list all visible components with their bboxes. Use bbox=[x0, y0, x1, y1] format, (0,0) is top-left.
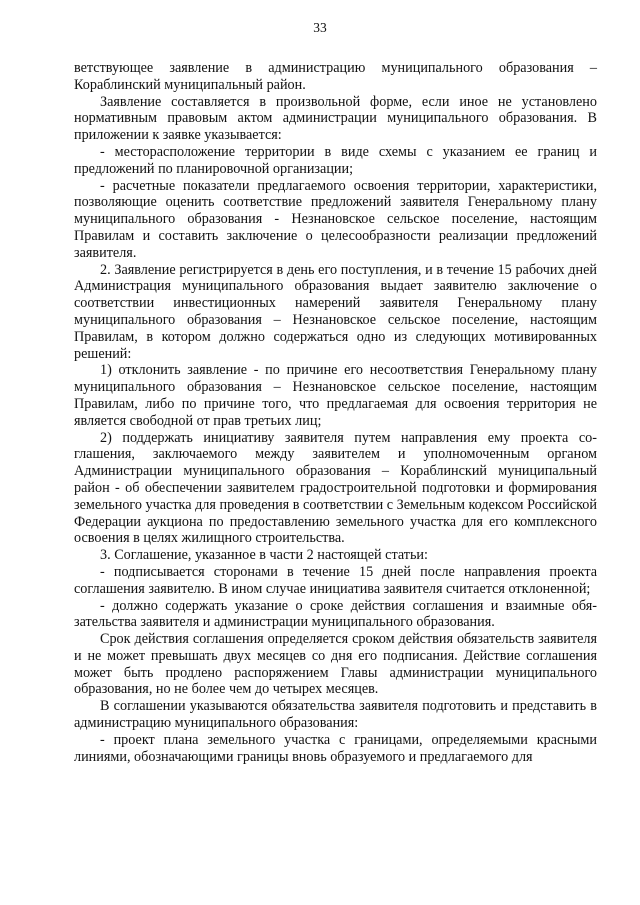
page-number: 33 bbox=[313, 20, 327, 35]
paragraph-plan-project: - проект плана земельного участка с границами, определяемыми красными линиями, обозначающими границы вновь образуемого и предлагаемого для bbox=[74, 731, 597, 765]
paragraph-continuation: ветствующее заявление в администрацию муниципального образования – Кораблинский муниципальный район. bbox=[74, 60, 597, 93]
paragraph-application-form: Заявление составляется в произвольной форме, если иное не установлено нормативным правовым актом администрации муниципального образования. В приложении к заявке указывается: bbox=[74, 93, 597, 144]
paragraph-section-3: 3. Соглашение, указанное в части 2 настоящей статьи: bbox=[100, 547, 428, 564]
paragraph-term-duration: Срок действия соглашения определяется сроком действия обязательств заявителя и не может превышать двух месяцев со дня его подписания. Действие соглашения может быть продлено распоряжением Главы администрации муниципального образования, но не более чем до четырех месяцев. bbox=[74, 631, 597, 698]
paragraph-section-2: 2. Заявление регистрируется в день его поступления, и в течение 15 рабочих дней Администрация муниципального образования выдает заявителю заключение о соответствии инвестиционных намерений заявителя Генеральному плану муниципального образования – Незнановское сельское поселение, настоящим Правилам, в котором должно содержаться одно из следующих мотивированных решений: bbox=[74, 261, 597, 362]
page-body bbox=[74, 60, 597, 765]
paragraph-signing: - подписывается сторонами в течение 15 дней после направления проекта соглашения заявителю. В ином случае инициатива заявителя считается отклоненной; bbox=[74, 563, 597, 597]
paragraph-item-indicators: - расчетные показатели предлагаемого освоения территории, характеристики, позволяющие оценить соответствие предложений заявителя Генеральному плану муниципального образования - Незнановское сельское поселение, настоящим Правилам и составить заключение о целесообразности реализации предложений заявителя. bbox=[74, 177, 597, 261]
paragraph-decision-2: 2) поддержать инициативу заявителя путем направления ему проекта соглашения, заключаемого между заявителем и уполномоченным органом Администрации муниципального образования – Кораблинский муниципальный район - об обеспечении заявителем градостроительной подготовки и формирования земельного участка для проведения в соответствии с Земельным кодексом Российской Федерации аукциона по предоставлению земельного участка для его комплексного освоения в целях жилищного строительства. bbox=[74, 429, 597, 547]
paragraph-item-location: - месторасположение территории в виде схемы с указанием ее границ и предложений по планировочной организации; bbox=[74, 143, 597, 177]
paragraph-decision-1: 1) отклонить заявление - по причине его несоответствия Генеральному плану муниципального образования – Незнановское сельское поселение, настоящим Правилам, либо по причине того, что предлагаемая для освоения территория не является свободной от прав третьих лиц; bbox=[74, 362, 597, 429]
paragraph-obligations: В соглашении указываются обязательства заявителя подготовить и представить в администрацию муниципального образования: bbox=[74, 698, 597, 732]
paragraph-term-content: - должно содержать указание о сроке действия соглашения и взаимные обязательства заявителя и администрации муниципального образования. bbox=[74, 597, 597, 631]
